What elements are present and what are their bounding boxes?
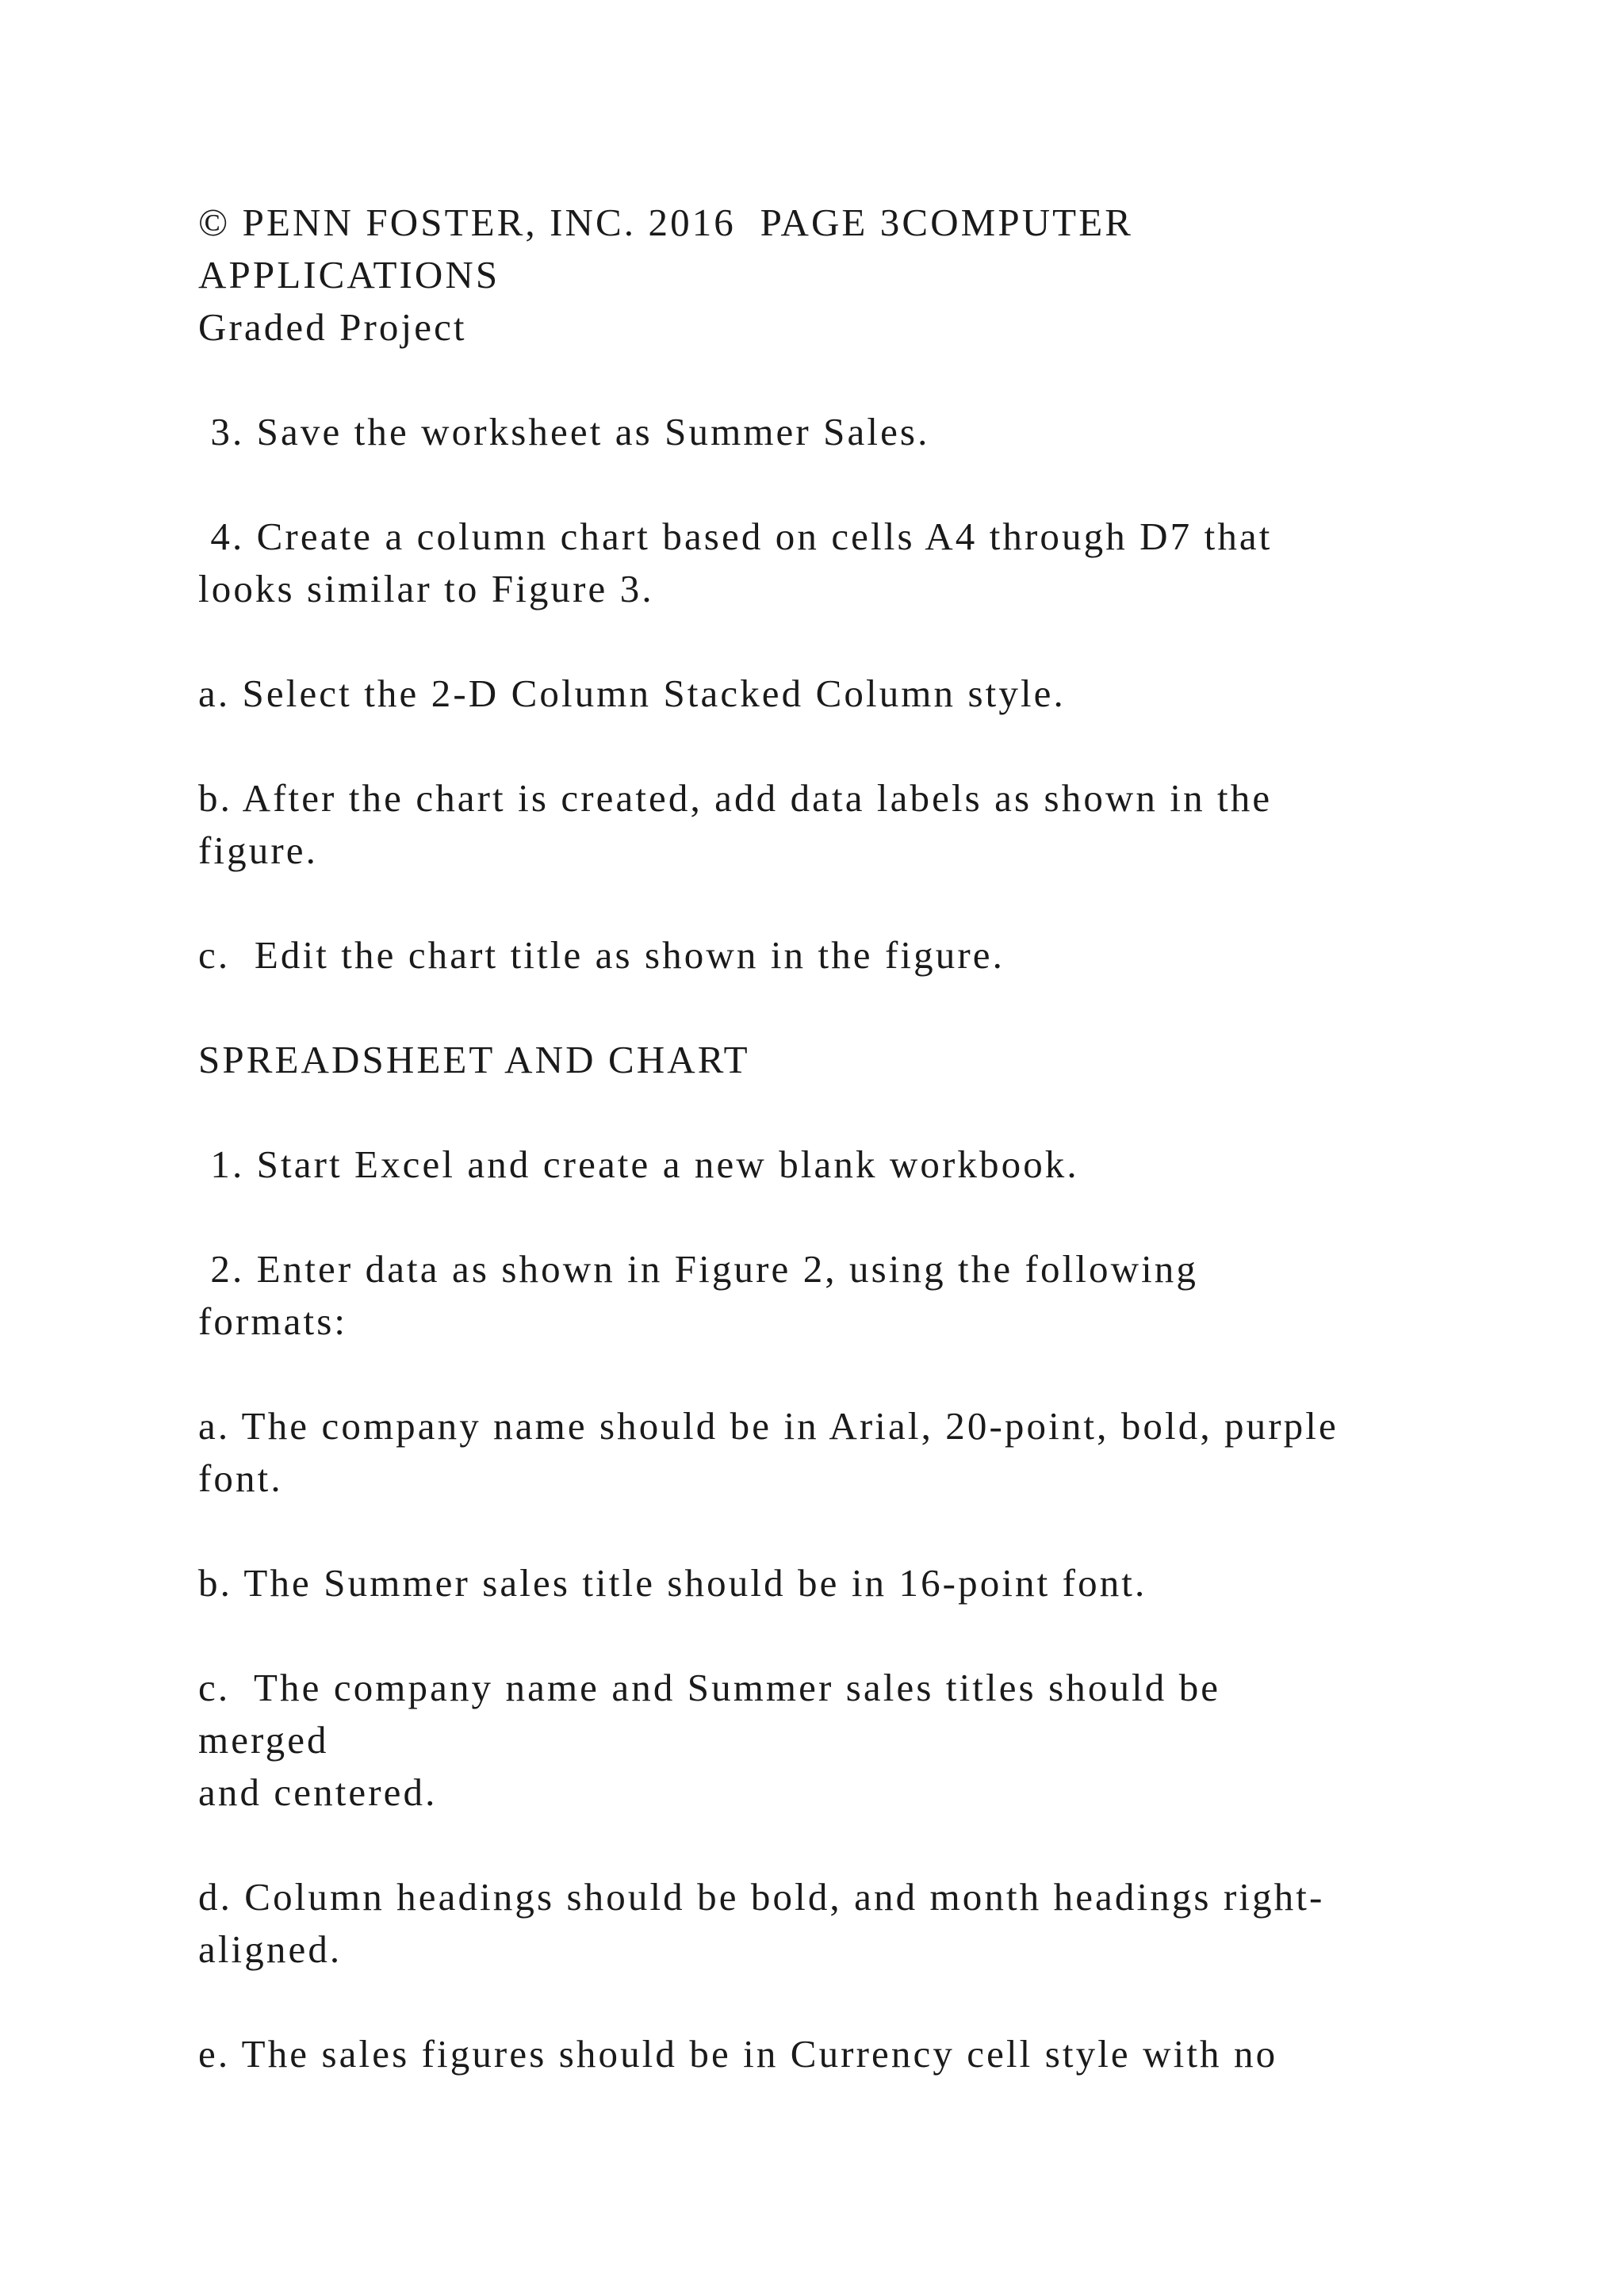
step-2-enter-data-cont: formats:: [198, 1299, 348, 1343]
section-heading-spreadsheet-and-chart: SPREADSHEET AND CHART: [198, 1038, 750, 1081]
header-copyright-line: © PENN FOSTER, INC. 2016 PAGE 3COMPUTER: [198, 201, 1134, 244]
step-3-save-worksheet: 3. Save the worksheet as Summer Sales.: [198, 410, 930, 453]
step-2d-column-headings: d. Column headings should be bold, and month headings right-: [198, 1875, 1325, 1919]
header-graded-project: Graded Project: [198, 305, 467, 349]
step-2d-column-headings-cont: aligned.: [198, 1927, 343, 1971]
step-4b-data-labels-cont: figure.: [198, 828, 318, 872]
step-4c-edit-title: c. Edit the chart title as shown in the figure.: [198, 933, 1005, 977]
step-2a-company-name-format-cont: font.: [198, 1456, 283, 1500]
step-2a-company-name-format: a. The company name should be in Arial, 20-point, bold, purple: [198, 1404, 1339, 1448]
step-2c-merge-center-cont-1: merged: [198, 1718, 329, 1762]
step-4-create-chart-cont: looks similar to Figure 3.: [198, 567, 654, 610]
step-4a-select-style: a. Select the 2-D Column Stacked Column style.: [198, 672, 1066, 715]
step-2c-merge-center: c. The company name and Summer sales titles should be: [198, 1666, 1221, 1709]
step-2b-summer-sales-title: b. The Summer sales title should be in 16-point font.: [198, 1561, 1147, 1605]
step-4b-data-labels: b. After the chart is created, add data labels as shown in the: [198, 776, 1273, 820]
header-applications-line: APPLICATIONS: [198, 253, 500, 297]
step-2c-merge-center-cont-2: and centered.: [198, 1770, 438, 1814]
step-2-enter-data: 2. Enter data as shown in Figure 2, using the following: [198, 1247, 1198, 1291]
step-4-create-chart: 4. Create a column chart based on cells A4 through D7 that: [198, 515, 1273, 558]
step-2e-sales-figures: e. The sales figures should be in Currency cell style with no: [198, 2032, 1278, 2076]
step-1-start-excel: 1. Start Excel and create a new blank workbook.: [198, 1142, 1079, 1186]
